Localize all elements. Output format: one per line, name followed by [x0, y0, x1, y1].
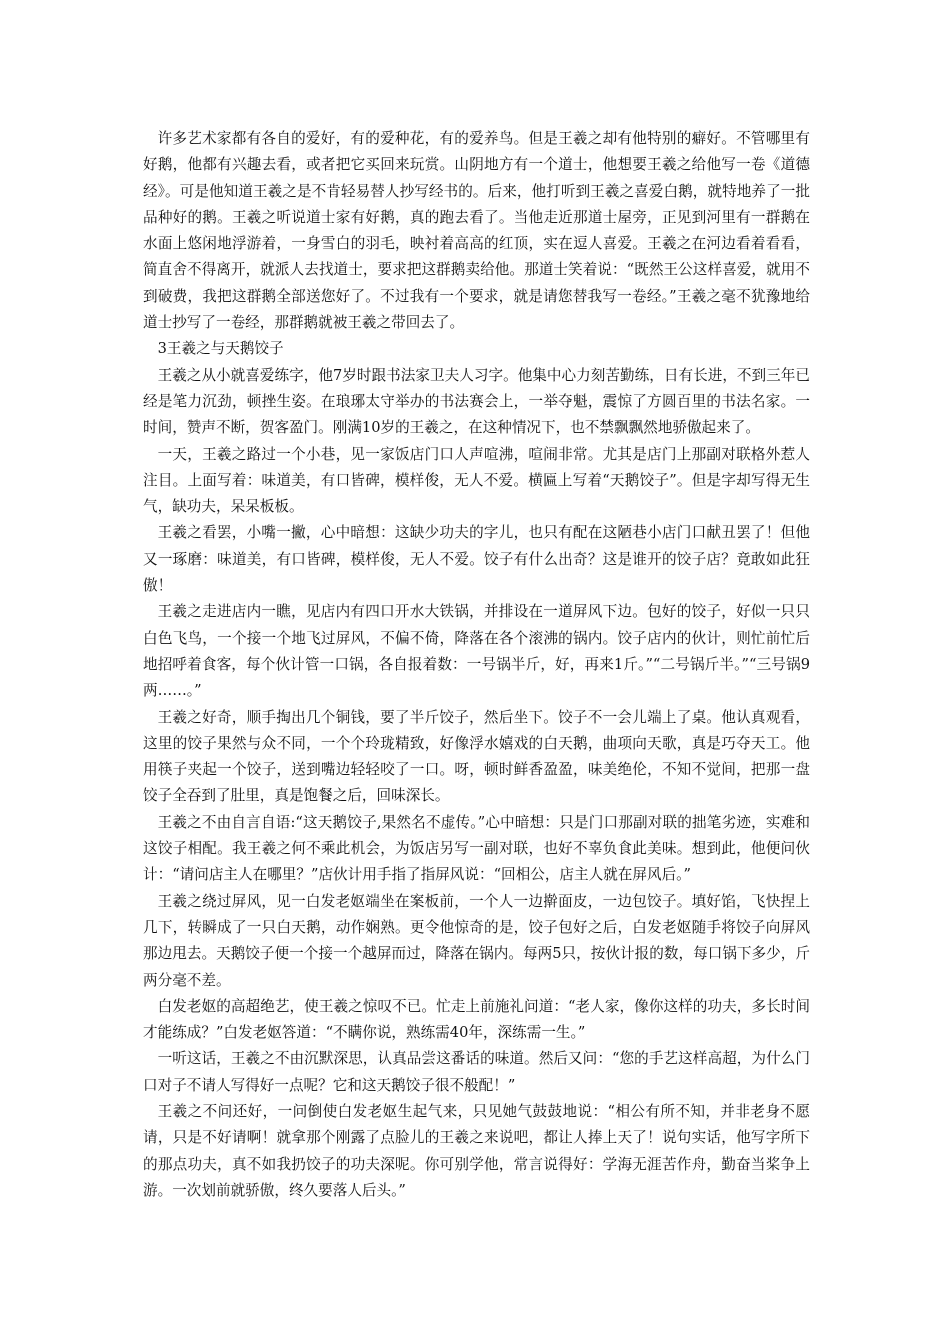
paragraph: 王羲之从小就喜爱练字，他7岁时跟书法家卫夫人习字。他集中心力刻苦勤练，日有长进，不到三年已经是笔力沉劲，顿挫生姿。在琅琊太守举办的书法赛会上，一举夺魁，震惊了方圆百里的书法名家。一时间，赞声不断，贺客盈门。刚满10岁的王羲之，在这种情况下，也不禁飘飘然地骄傲起来了。 [143, 366, 810, 437]
section-heading: 3王羲之与天鹅饺子 [157, 340, 284, 358]
paragraph-intro: 许多艺术家都有各自的爱好，有的爱种花，有的爱养鸟。但是王羲之却有他特别的癖好。不管哪里有好鹅，他都有兴趣去看，或者把它买回来玩赏。山阴地方有一个道士，他想要王羲之给他写一卷《道德经》。可是他知道王羲之是不肯轻易替人抄写经书的。后来，他打听到王羲之喜爱白鹅，就特地养了一批品种好的鹅。王羲之听说道士家有好鹅，真的跑去看了。当他走近那道士屋旁，正见到河里有一群鹅在水面上悠闲地浮游着，一身雪白的羽毛，映衬着高高的红顶，实在逗人喜爱。王羲之在河边看着看看，简直舍不得离开，就派人去找道士，要求把这群鹅卖给他。那道士笑着说：“既然王公这样喜爱，就用不到破费，我把这群鹅全部送您好了。不过我有一个要求，就是请您替我写一卷经。”王羲之毫不犹豫地给道士抄写了一卷经，那群鹅就被王羲之带回去了。 [143, 130, 810, 332]
paragraph: 一听这话，王羲之不由沉默深思，认真品尝这番话的味道。然后又问：“您的手艺这样高超，为什么门口对子不请人写得好一点呢？它和这天鹅饺子很不般配！” [143, 1050, 810, 1094]
document-page [143, 126, 810, 1204]
paragraph: 王羲之看罢，小嘴一撇，心中暗想：这缺少功夫的字儿，也只有配在这陋巷小店门口献丑罢了！但他又一琢磨：味道美，有口皆碑，模样俊，无人不爱。饺子有什么出奇？这是谁开的饺子店？竟敢如此狂傲！ [143, 524, 810, 595]
paragraph: 王羲之绕过屏风，见一白发老妪端坐在案板前，一个人一边擀面皮，一边包饺子。填好馅，飞快捏上几下，转瞬成了一只白天鹅，动作娴熟。更令他惊奇的是，饺子包好之后，白发老妪随手将饺子向屏风那边甩去。天鹅饺子便一个接一个越屏而过，降落在锅内。每两5只，按伙计报的数，每口锅下多少，斤两分毫不差。 [143, 892, 810, 989]
paragraph: 一天，王羲之路过一个小巷，见一家饭店门口人声喧沸，喧闹非常。尤其是店门上那副对联格外惹人注目。上面写着：味道美，有口皆碑，模样俊，无人不爱。横匾上写着“天鹅饺子”。但是字却写得无生气，缺功夫，呆呆板板。 [143, 445, 810, 516]
paragraph: 王羲之不问还好，一问倒使白发老妪生起气来，只见她气鼓鼓地说：“相公有所不知，并非老身不愿请，只是不好请啊！就拿那个刚露了点脸儿的王羲之来说吧，都让人捧上天了！说句实话，他写字所下的那点功夫，真不如我扔饺子的功夫深呢。你可别学他，常言说得好：学海无涯苦作舟，勤奋当桨争上游。一次划前就骄傲，终久要落人后头。” [143, 1102, 810, 1199]
paragraph: 王羲之走进店内一瞧，见店内有四口开水大铁锅，并排设在一道屏风下边。包好的饺子，好似一只只白色飞鸟，一个接一个地飞过屏风，不偏不倚，降落在各个滚沸的锅内。饺子店内的伙计，则忙前忙后地招呼着食客，每个伙计管一口锅，各自报着数：一号锅半斤，好，再来1斤。”“二号锅斤半。”“三号锅9两……。” [143, 603, 810, 700]
paragraph: 王羲之不由自言自语:“这天鹅饺子,果然名不虚传。”心中暗想：只是门口那副对联的拙笔劣迹，实难和这饺子相配。我王羲之何不乘此机会，为饭店另写一副对联，也好不辜负食此美味。想到此，他便问伙计：“请问店主人在哪里？”店伙计用手指了指屏风说：“回相公，店主人就在屏风后。” [143, 813, 810, 884]
paragraph: 王羲之好奇，顺手掏出几个铜钱，要了半斤饺子，然后坐下。饺子不一会儿端上了桌。他认真观看，这里的饺子果然与众不同，一个个玲珑精致，好像浮水嬉戏的白天鹅，曲项向天歌，真是巧夺天工。他用筷子夹起一个饺子，送到嘴边轻轻咬了一口。呀，顿时鲜香盈盈，味美绝伦，不知不觉间，把那一盘饺子全吞到了肚里，真是饱餐之后，回味深长。 [143, 708, 810, 805]
paragraph: 白发老妪的高超绝艺，使王羲之惊叹不已。忙走上前施礼问道：“老人家，像你这样的功夫，多长时间才能练成？”白发老妪答道：“不瞒你说，熟练需40年，深练需一生。” [143, 997, 810, 1042]
